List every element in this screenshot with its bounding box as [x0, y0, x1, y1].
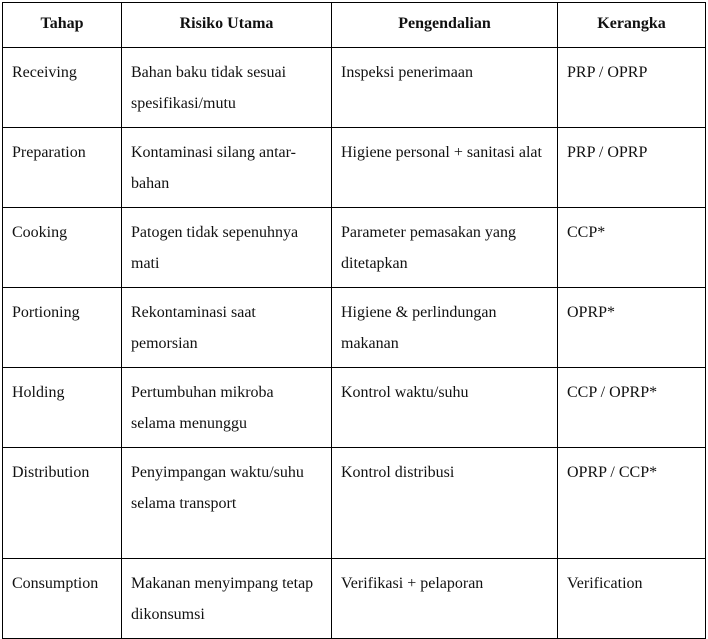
- cell-risiko: Makanan menyimpang tetap dikonsumsi: [122, 559, 332, 639]
- table-row: [3, 448, 706, 559]
- header-risiko-utama: Risiko Utama: [122, 3, 332, 48]
- table-row: [3, 48, 706, 128]
- cell-risiko: Kontaminasi silang antar-bahan: [122, 128, 332, 208]
- cell-tahap: Cooking: [3, 208, 122, 288]
- cell-pengendalian: Parameter pemasakan yang ditetapkan: [332, 208, 558, 288]
- cell-tahap: Consumption: [3, 559, 122, 639]
- cell-tahap: Receiving: [3, 48, 122, 128]
- table-row: [3, 368, 706, 448]
- cell-pengendalian: Higiene personal + sanitasi alat: [332, 128, 558, 208]
- cell-tahap: Holding: [3, 368, 122, 448]
- cell-risiko: Penyimpangan waktu/suhu selama transport: [122, 448, 332, 559]
- header-kerangka: Kerangka: [558, 3, 706, 48]
- cell-risiko: Patogen tidak sepenuhnya mati: [122, 208, 332, 288]
- table-row: [3, 208, 706, 288]
- cell-tahap: Portioning: [3, 288, 122, 368]
- cell-pengendalian: Higiene & perlindungan makanan: [332, 288, 558, 368]
- cell-risiko: Rekontaminasi saat pemorsian: [122, 288, 332, 368]
- cell-pengendalian: Kontrol distribusi: [332, 448, 558, 559]
- header-row: [3, 3, 706, 48]
- haccp-table: [2, 2, 706, 639]
- cell-kerangka: CCP / OPRP*: [558, 368, 706, 448]
- cell-pengendalian: Kontrol waktu/suhu: [332, 368, 558, 448]
- cell-pengendalian: Verifikasi + pelaporan: [332, 559, 558, 639]
- table-row: [3, 288, 706, 368]
- cell-tahap: Distribution: [3, 448, 122, 559]
- cell-pengendalian: Inspeksi penerimaan: [332, 48, 558, 128]
- header-tahap: Tahap: [3, 3, 122, 48]
- cell-risiko: Pertumbuhan mikroba selama menunggu: [122, 368, 332, 448]
- table-row: [3, 559, 706, 639]
- cell-kerangka: CCP*: [558, 208, 706, 288]
- header-pengendalian: Pengendalian: [332, 3, 558, 48]
- table-row: [3, 128, 706, 208]
- cell-risiko: Bahan baku tidak sesuai spesifikasi/mutu: [122, 48, 332, 128]
- cell-kerangka: PRP / OPRP: [558, 48, 706, 128]
- cell-kerangka: OPRP / CCP*: [558, 448, 706, 559]
- cell-kerangka: PRP / OPRP: [558, 128, 706, 208]
- cell-tahap: Preparation: [3, 128, 122, 208]
- cell-kerangka: Verification: [558, 559, 706, 639]
- cell-kerangka: OPRP*: [558, 288, 706, 368]
